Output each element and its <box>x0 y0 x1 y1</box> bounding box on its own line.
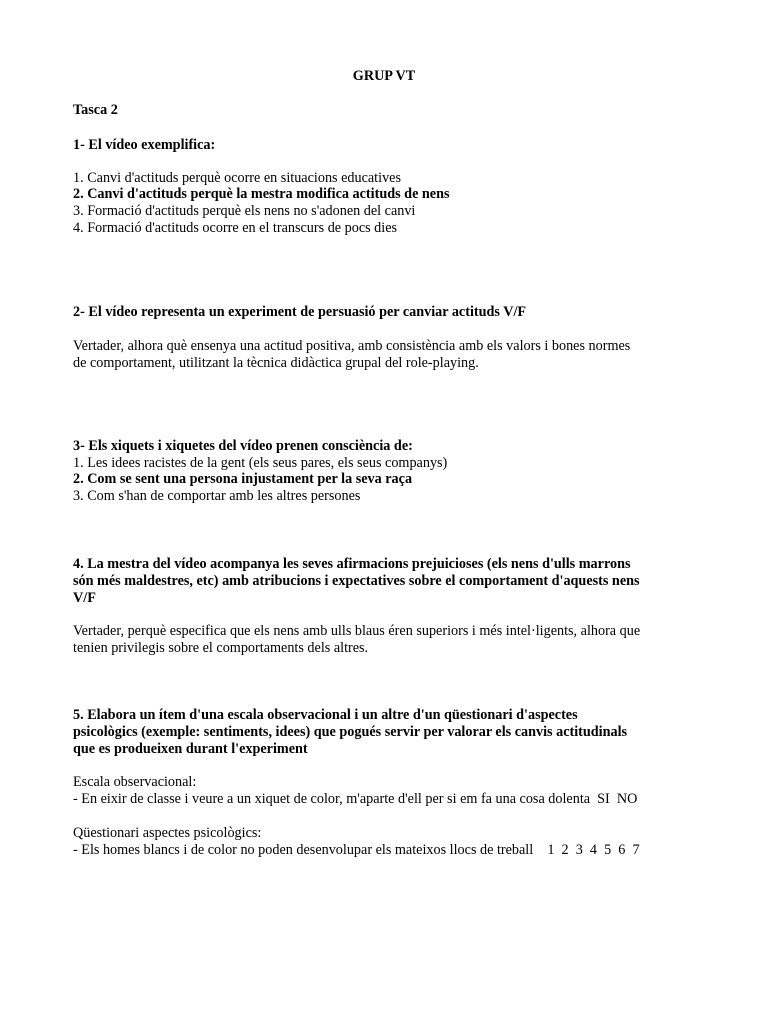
question-1-heading: 1- El vídeo exemplifica: <box>73 137 216 153</box>
question-5-heading-line-3: que es produeixen durant l'experiment <box>73 741 308 757</box>
question-1-option-4: 4. Formació d'actituds ocorre en el transcurs de pocs dies <box>73 220 398 236</box>
document-title: GRUP VT <box>352 68 416 84</box>
question-2-answer-line-1: Vertader, alhora què ensenya una actitud positiva, amb consistència amb els valors i bones normes <box>73 338 631 354</box>
question-4-heading-line-1: 4. La mestra del vídeo acompanya les seves afirmacions prejuicioses (els nens d'ulls marrons <box>73 556 631 572</box>
question-1-option-3: 3. Formació d'actituds perquè els nens no s'adonen del canvi <box>73 203 416 219</box>
questionnaire-label: Qüestionari aspectes psicològics: <box>73 825 262 841</box>
question-1-option-2: 2. Canvi d'actituds perquè la mestra modifica actituds de nens <box>73 186 450 202</box>
question-2-heading: 2- El vídeo representa un experiment de persuasió per canviar actituds V/F <box>73 304 527 320</box>
questionnaire-item: - Els homes blancs i de color no poden desenvolupar els mateixos llocs de treball 1 2 3 4 5 6 7 <box>73 842 640 858</box>
question-3-heading: 3- Els xiquets i xiquetes del vídeo prenen consciència de: <box>73 438 413 454</box>
question-4-answer-line-1: Vertader, perquè especifica que els nens amb ulls blaus éren superiors i més intel·ligents, alhora que <box>73 623 641 639</box>
observational-scale-item: - En eixir de classe i veure a un xiquet de color, m'aparte d'ell per si em fa una cosa dolenta SI NO <box>73 791 638 807</box>
question-5-heading-line-2: psicològics (exemple: sentiments, idees) que pogués servir per valorar els canvis actitudinals <box>73 724 628 740</box>
question-5-heading-line-1: 5. Elabora un ítem d'una escala observacional i un altre d'un qüestionari d'aspectes <box>73 707 578 723</box>
question-3-option-3: 3. Com s'han de comportar amb les altres persones <box>73 488 361 504</box>
question-1-option-1: 1. Canvi d'actituds perquè ocorre en situacions educatives <box>73 170 401 186</box>
question-4-answer-line-2: tenien privilegis sobre el comportaments dels altres. <box>73 640 369 656</box>
question-3-option-1: 1. Les idees racistes de la gent (els seus pares, els seus companys) <box>73 455 448 471</box>
question-4-heading-line-2: són més maldestres, etc) amb atribucions i expectatives sobre el comportament d'aquests nens <box>73 573 640 589</box>
question-3-option-2: 2. Com se sent una persona injustament per la seva raça <box>73 471 413 487</box>
question-4-heading-line-3: V/F <box>73 590 96 606</box>
question-2-answer-line-2: de comportament, utilitzant la tècnica didàctica grupal del role-playing. <box>73 355 479 371</box>
task-subtitle: Tasca 2 <box>73 102 118 118</box>
observational-scale-label: Escala observacional: <box>73 774 197 790</box>
